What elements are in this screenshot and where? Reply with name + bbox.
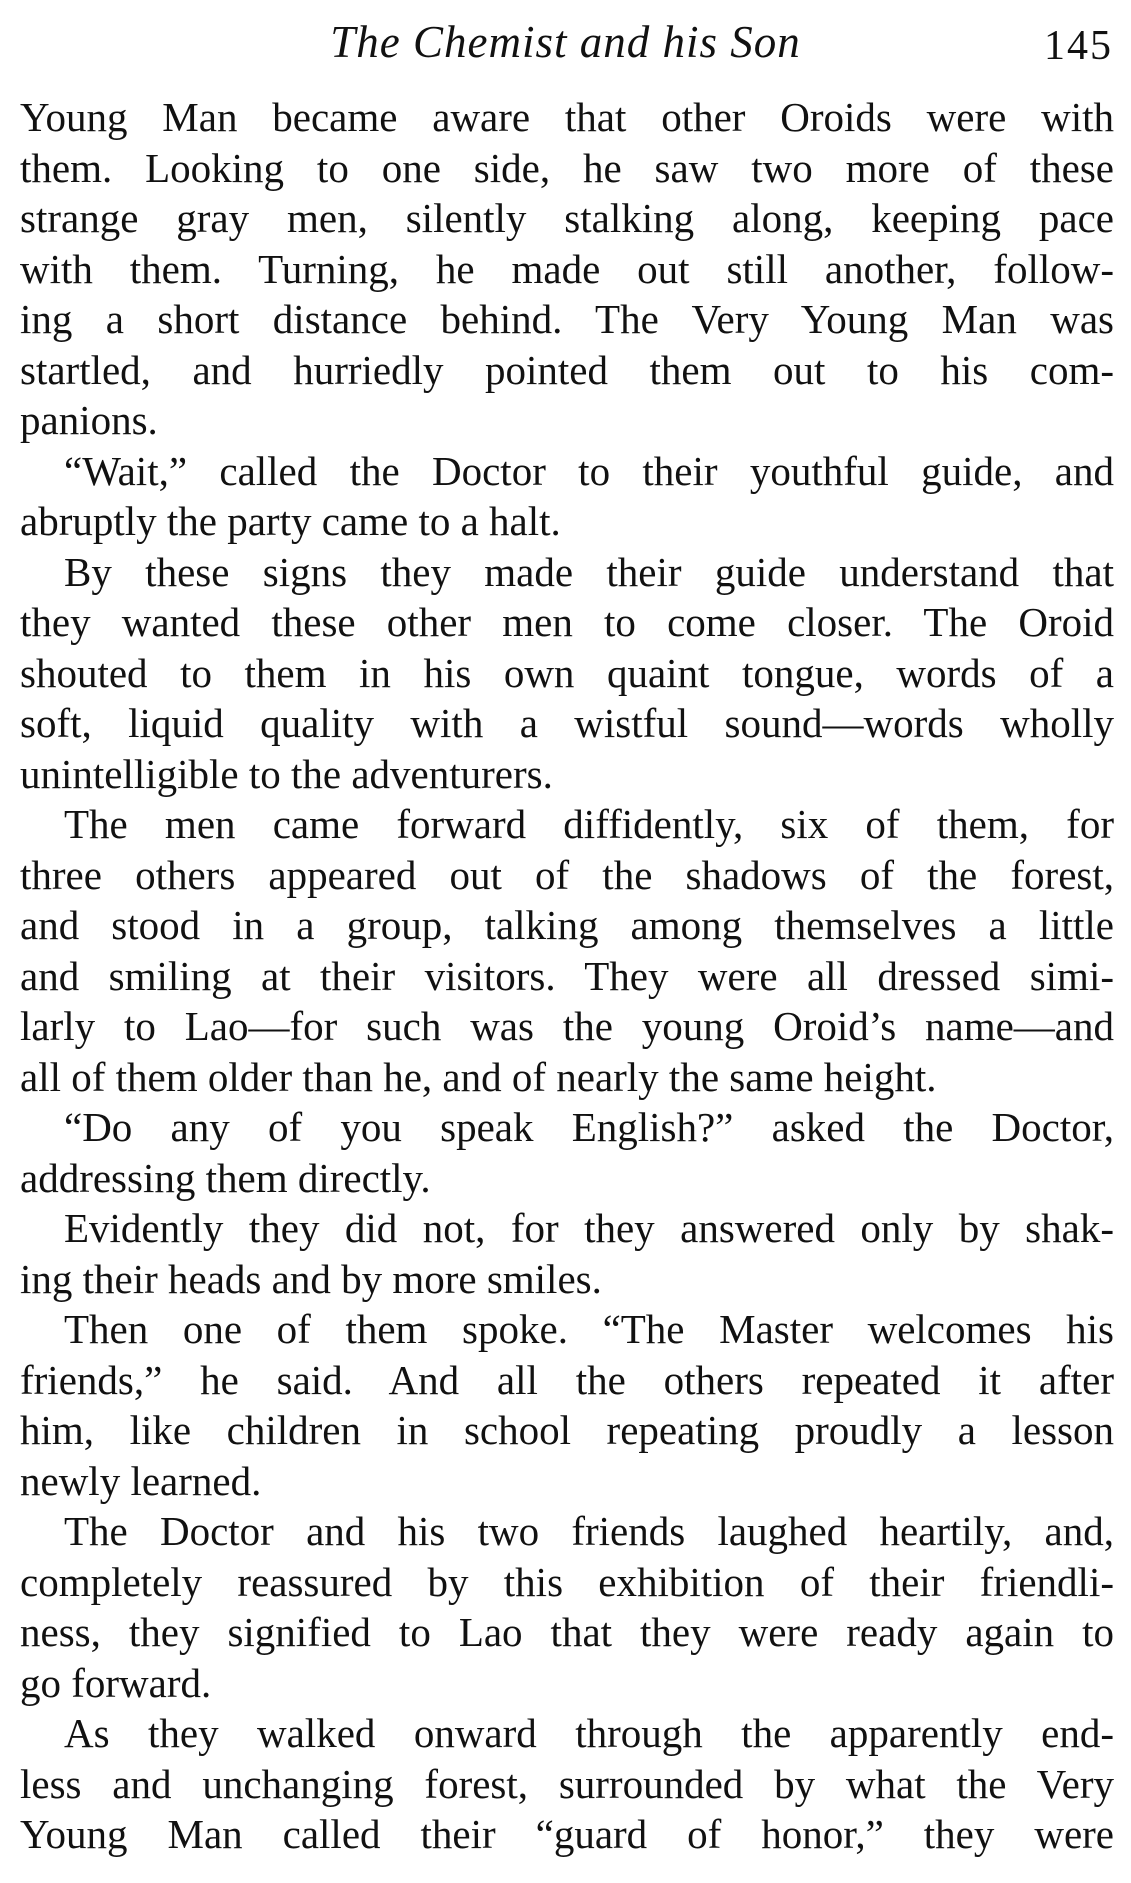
body-text: [20, 92, 1114, 1860]
text-line: larly to Lao—for such was the young Oroid’s name—and: [20, 1003, 1114, 1049]
text-line: “Do any of you speak English?” asked the Doctor,: [64, 1104, 1114, 1150]
text-line: “Wait,” called the Doctor to their youthful guide, and: [64, 447, 1114, 494]
text-line: completely reassured by this exhibition of their friendli-: [20, 1558, 1114, 1605]
text-line: Young Man called their “guard of honor,” they were: [20, 1811, 1114, 1857]
text-line: unintelligible to the adventurers.: [20, 750, 553, 797]
text-line: Young Man became aware that other Oroids were with: [20, 94, 1114, 140]
text-line: abruptly the party came to a halt.: [20, 498, 561, 544]
text-line: three others appeared out of the shadows of the forest,: [20, 851, 1114, 898]
text-line: them. Looking to one side, he saw two more of these: [20, 144, 1114, 191]
paragraph: [20, 1506, 1114, 1708]
text-line: less and unchanging forest, surrounded by what the Very: [20, 1760, 1114, 1807]
page-number: 145: [1044, 23, 1113, 69]
paragraph: [20, 1304, 1114, 1506]
text-line: shouted to them in his own quaint tongue, words of a: [20, 649, 1114, 696]
text-line: As they walked onward through the apparently end-: [64, 1710, 1114, 1756]
paragraph: [20, 1708, 1114, 1860]
text-line: strange gray men, silently stalking along, keeping pace: [20, 195, 1114, 241]
text-line: Then one of them spoke. “The Master welcomes his: [64, 1306, 1114, 1352]
paragraph: [20, 1203, 1114, 1304]
text-line: The Doctor and his two friends laughed heartily, and,: [64, 1508, 1114, 1554]
running-title: The Chemist and his Son: [330, 17, 801, 67]
text-line: panions.: [20, 397, 158, 443]
paragraph: [20, 547, 1114, 800]
text-line: ing their heads and by more smiles.: [20, 1255, 602, 1302]
text-line: go forward.: [20, 1659, 212, 1706]
paragraph: [20, 446, 1114, 547]
text-line: and smiling at their visitors. They were all dressed simi-: [20, 952, 1114, 999]
text-line: startled, and hurriedly pointed them out to his com-: [20, 346, 1114, 393]
text-line: and stood in a group, talking among themselves a little: [20, 902, 1114, 948]
paragraph: [20, 1102, 1114, 1203]
text-line: soft, liquid quality with a wistful sound—words wholly: [20, 700, 1114, 746]
text-line: all of them older than he, and of nearly the same height.: [20, 1053, 937, 1100]
text-line: friends,” he said. And all the others repeated it after: [20, 1356, 1114, 1403]
text-line: ing a short distance behind. The Very Young Man was: [20, 296, 1114, 342]
text-line: ness, they signified to Lao that they were ready again to: [20, 1609, 1114, 1655]
text-line: The men came forward diffidently, six of them, for: [64, 801, 1114, 847]
text-line: newly learned.: [20, 1457, 262, 1504]
paragraph: [20, 799, 1114, 1102]
running-head: [0, 12, 1131, 72]
text-line: they wanted these other men to come closer. The Oroid: [20, 599, 1114, 645]
text-line: him, like children in school repeating proudly a lesson: [20, 1407, 1114, 1453]
text-line: addressing them directly.: [20, 1154, 431, 1201]
text-line: By these signs they made their guide understand that: [64, 548, 1114, 595]
text-line: Evidently they did not, for they answered only by shak-: [64, 1205, 1114, 1251]
paragraph: [20, 92, 1114, 446]
text-line: with them. Turning, he made out still another, follow-: [20, 245, 1114, 292]
